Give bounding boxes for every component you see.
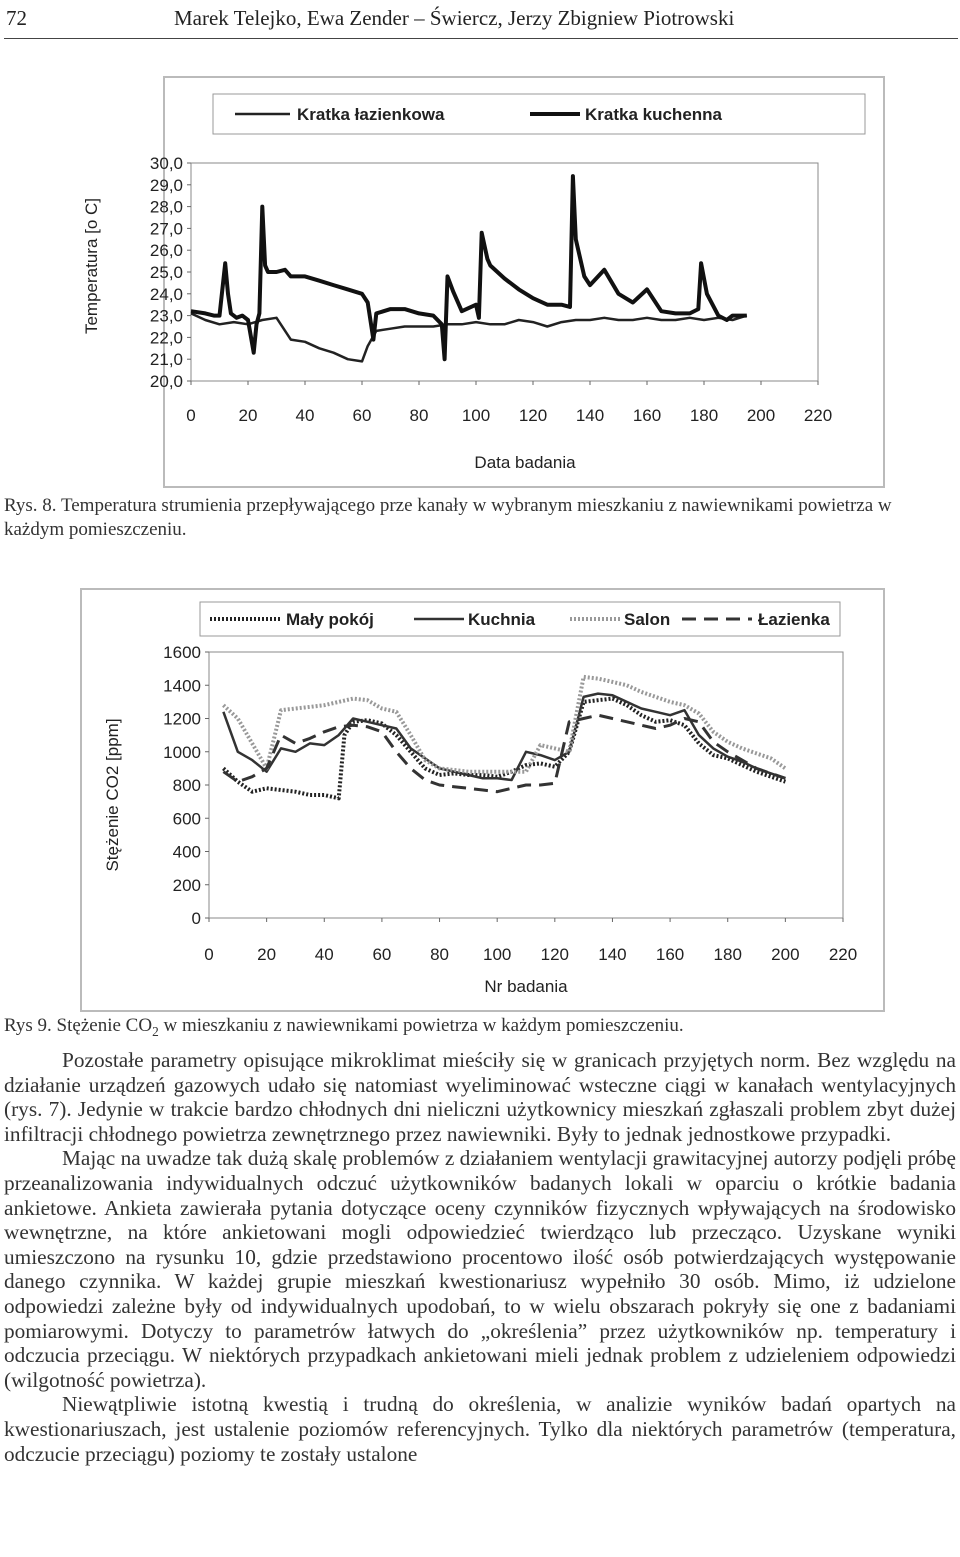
fig9-x-tick-label: 20 [257, 945, 277, 964]
fig9-y-tick-label: 200 [172, 875, 201, 895]
fig8-x-tick-label: 20 [238, 406, 258, 425]
paragraph-3: Niewątpliwie istotną kwestią i trudną do określenia, w analizie wyników badań opartych na kwestionariuszach, jest ustalenie poziomów referencyjnych. Tylko dla niektórych parametrów (temperatura, odczucie przeciągu) poziomy te zostały ustalone [4, 1392, 956, 1466]
fig9-y-tick-label: 1600 [163, 643, 201, 662]
figure-9-caption-pre: Rys 9. Stężenie CO [4, 1015, 153, 1036]
fig9-y-tick-label: 800 [172, 776, 201, 795]
fig9-y-tick-label: 600 [172, 809, 201, 829]
fig9-x-tick-label: 220 [828, 945, 858, 964]
fig8-x-tick-label: 120 [518, 406, 548, 425]
fig8-y-tick-label: 24,0 [149, 284, 183, 304]
fig9-y-tick-label: 1400 [163, 676, 201, 696]
fig9-y-tick-label: 1200 [163, 709, 201, 729]
running-head-authors: Marek Telejko, Ewa Zender – Świercz, Jerzy Zbigniew Piotrowski [174, 6, 735, 30]
figure-8-caption: Rys. 8. Temperatura strumienia przepływającego prze kanały w wybranym mieszkaniu z nawiewnikami powietrza w każdym pomieszczeniu. [4, 495, 892, 540]
fig8-y-tick-label: 28,0 [149, 197, 183, 217]
fig9-y-tick-label: 0 [191, 909, 201, 928]
co2-chart-svg [82, 590, 883, 1010]
fig9-series-line-1 [223, 699, 785, 799]
figure-9-caption [4, 1014, 684, 1044]
fig8-x-tick-label: 60 [352, 406, 372, 425]
fig8-series-line-2 [191, 176, 747, 359]
fig9-x-tick-label: 100 [482, 945, 512, 964]
fig9-x-tick-label: 160 [655, 945, 685, 964]
fig8-x-tick-label: 40 [295, 406, 315, 425]
fig8-x-axis-label: Data badania [474, 453, 576, 472]
fig9-x-tick-label: 200 [771, 945, 800, 964]
fig9-series-line-3 [223, 677, 785, 772]
fig8-x-tick-label: 80 [409, 406, 429, 425]
fig8-y-tick-label: 23,0 [149, 306, 183, 326]
fig9-legend-label-2: Kuchnia [468, 610, 536, 629]
fig9-legend-label-4: Łazienka [758, 610, 830, 629]
fig8-x-tick-label: 140 [575, 406, 605, 425]
page-number: 72 [6, 6, 27, 30]
fig9-y-tick-label: 1000 [163, 742, 201, 762]
paragraph-2: Mając na uwadze tak dużą skalę problemów z działaniem wentylacji grawitacyjnej autorzy podjęli próbę przeanalizowania indywidualnych odczuć użytkowników badanych lokali w oparciu o krótkie badania ankietowe. Ankieta zawierała pytania dotyczące oceny czynników fizycznych wpływających na środowisko wewnętrzne, na które ankietowani mogli odpowiedzieć twierdząco lub przecząco. Uzyskane wyniki umieszczono na rysunku 10, gdzie przedstawiono procentowo ilość osób potwierdzających występowanie danego czynnika. W każdej grupie mieszkań kwestionariusz wypełniło 30 osób. Mimo, iż udzielone odpowiedzi zależne były od indywidualnych upodobań, to w wielu obszarach pokryły się one z badaniami pomiarowymi. Dotyczy to parametrów łatwych do „określenia” przez użytkowników np. temperatury i odczucia przeciągu. W niektórych przypadkach ankietowani mieli jednak problem z udzieleniem odpowiedzi (wilgotność powietrza). [4, 1146, 956, 1392]
fig8-y-tick-label: 22,0 [149, 328, 183, 348]
fig8-x-tick-label: 180 [689, 406, 719, 425]
fig9-legend-label-1: Mały pokój [286, 610, 374, 629]
temperature-chart-svg [82, 78, 883, 486]
fig9-x-tick-label: 120 [540, 945, 570, 964]
fig9-x-tick-label: 60 [372, 945, 392, 964]
fig8-legend-label-2: Kratka kuchenna [585, 105, 722, 124]
fig8-y-tick-label: 21,0 [149, 350, 183, 370]
fig9-x-tick-label: 140 [598, 945, 627, 964]
fig8-y-tick-label: 25,0 [149, 263, 183, 282]
fig8-x-tick-label: 160 [632, 406, 662, 425]
figure-9-caption-post: w mieszkaniu z nawiewnikami powietrza w każdym pomieszczeniu. [158, 1015, 684, 1036]
body-text [4, 1048, 956, 1466]
figure-9-caption-subscript: 2 [152, 1023, 159, 1039]
page-header [4, 4, 958, 39]
paragraph-1: Pozostałe parametry opisujące mikroklimat mieściły się w granicach przyjętych norm. Bez względu na działanie urządzeń gazowych udało się natomiast wyeliminować wsteczne ciągi w kanałach wentylacyjnych (rys. 7). Jedynie w trakcie bardzo chłodnych dni nieliczni użytkownicy mieszkań zgłaszali problem zbyt dużej infiltracji chłodnego powietrza zewnętrznego przez nawiewniki. Były to jednak jednostkowe przypadki. [4, 1048, 956, 1146]
fig8-y-axis-label: Temperatura [o C] [82, 197, 101, 335]
fig9-y-tick-label: 400 [172, 842, 201, 862]
fig9-legend-label-3: Salon [624, 610, 671, 629]
figure-9-co2-chart [80, 588, 885, 1012]
fig8-series-line-1 [191, 313, 747, 361]
fig9-x-tick-label: 80 [430, 945, 450, 964]
fig8-y-tick-label: 29,0 [149, 175, 183, 195]
fig8-x-tick-label: 220 [803, 406, 833, 425]
fig8-x-tick-label: 0 [186, 406, 196, 425]
fig8-y-tick-label: 20,0 [149, 372, 183, 391]
fig8-y-tick-label: 27,0 [149, 219, 183, 239]
fig8-y-tick-label: 30,0 [149, 154, 183, 173]
fig9-y-axis-label: Stężenie CO2 [ppm] [103, 718, 122, 872]
fig9-x-tick-label: 40 [314, 945, 334, 964]
fig9-x-axis-label: Nr badania [484, 977, 568, 996]
fig8-x-tick-label: 200 [746, 406, 776, 425]
fig8-legend-label-1: Kratka łazienkowa [297, 105, 445, 124]
fig9-x-tick-label: 0 [204, 945, 214, 964]
fig8-y-tick-label: 26,0 [149, 241, 183, 261]
fig9-x-tick-label: 180 [713, 945, 742, 964]
fig8-x-tick-label: 100 [461, 406, 491, 425]
figure-8-temperature-chart [82, 76, 885, 488]
